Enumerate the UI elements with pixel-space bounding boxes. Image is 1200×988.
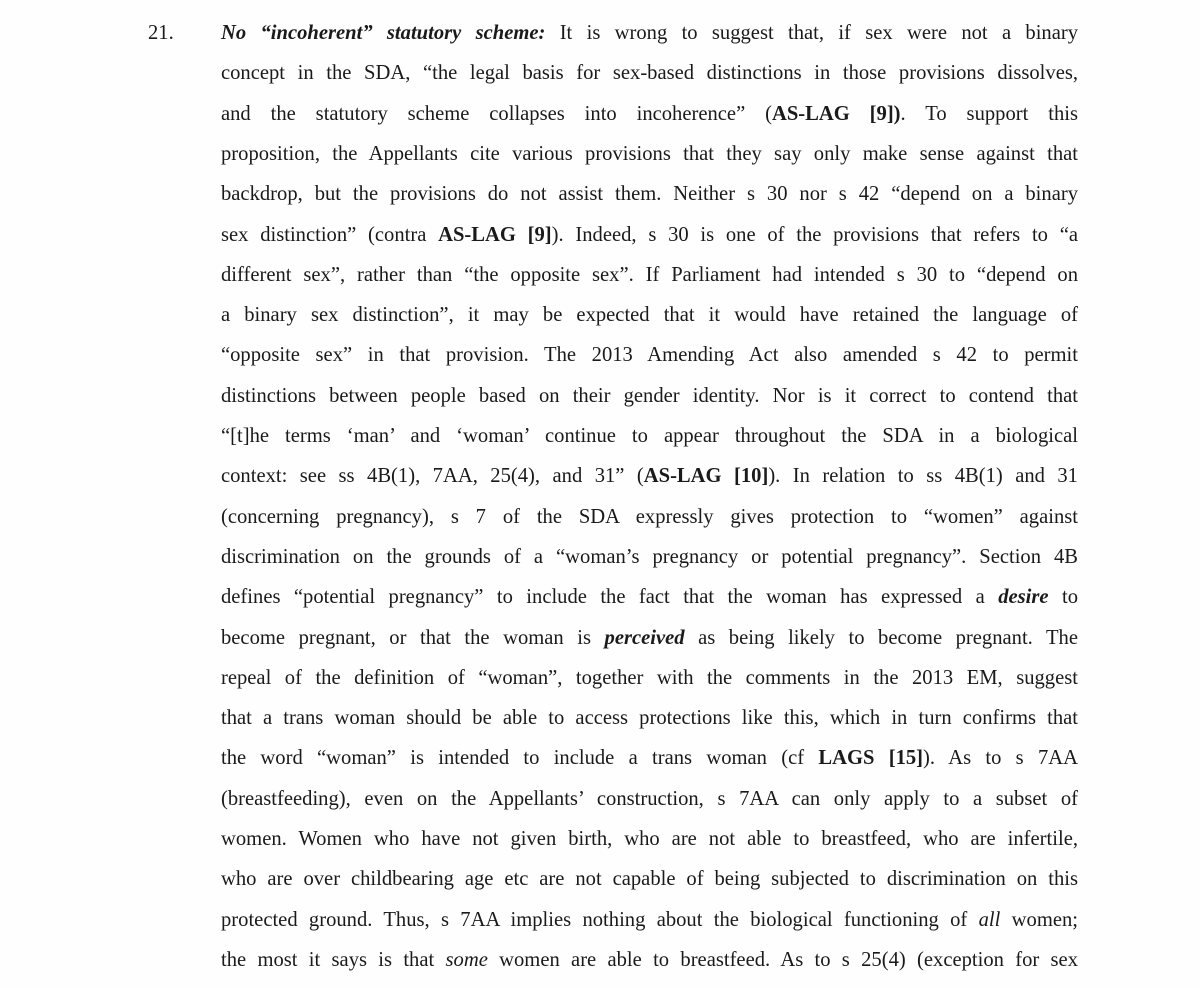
text-run: (breastfeeding), even on the Appellants’ construction, s 7AA can only apply to a subset of xyxy=(221,787,1078,810)
text-run: ). Indeed, s 30 is one of the provisions that refers to “a xyxy=(551,223,1078,246)
emphasis-run: desire xyxy=(998,586,1049,609)
text-run: distinctions between people based on their gender identity. Nor is it correct to contend that xyxy=(221,384,1078,407)
text-run: the word “woman” is intended to include a trans woman (cf xyxy=(221,747,819,770)
emphasis-run: AS-LAG [9]) xyxy=(771,102,901,125)
text-line xyxy=(221,618,1078,658)
text-line xyxy=(221,698,1078,738)
emphasis-run: AS-LAG [10] xyxy=(643,465,769,488)
text-run: “[t]he terms ‘man’ and ‘woman’ continue to appear throughout the SDA in a biological xyxy=(221,425,1078,447)
text-line xyxy=(221,900,1078,940)
text-run: become pregnant, or that the woman is xyxy=(221,626,605,649)
text-run: repeal of the definition of “woman”, together with the comments in the 2013 EM, suggest xyxy=(221,666,1078,689)
text-line xyxy=(221,255,1078,295)
text-line xyxy=(221,940,1078,980)
text-line xyxy=(221,376,1078,416)
text-line xyxy=(221,416,1078,456)
text-line xyxy=(221,577,1078,617)
text-line xyxy=(221,13,1078,53)
text-run: the most it says is that xyxy=(221,948,446,971)
text-run: to xyxy=(1048,586,1079,609)
emphasis-run: AS-LAG [9] xyxy=(438,223,552,246)
text-line xyxy=(221,537,1078,577)
text-line xyxy=(221,215,1078,255)
text-run: and the statutory scheme collapses into incoherence” ( xyxy=(221,102,772,125)
text-run: backdrop, but the provisions do not assist them. Neither s 30 nor s 42 “depend on a binary xyxy=(221,183,1078,206)
text-line xyxy=(221,53,1078,93)
text-run: (concerning pregnancy), s 7 of the SDA expressly gives protection to “women” against xyxy=(221,505,1078,528)
text-line xyxy=(221,497,1078,537)
text-run: who are over childbearing age etc are not capable of being subjected to discrimination on this xyxy=(221,868,1078,891)
text-run: as being likely to become pregnant. The xyxy=(684,626,1078,649)
text-line xyxy=(221,94,1078,134)
text-line xyxy=(221,779,1078,819)
text-run: different sex”, rather than “the opposite sex”. If Parliament had intended s 30 to “depend on xyxy=(221,263,1078,286)
text-run: women. Women who have not given birth, who are not able to breastfeed, who are infertile, xyxy=(221,828,1078,850)
text-run: . To support this xyxy=(900,102,1078,125)
text-line xyxy=(221,658,1078,698)
text-line xyxy=(221,134,1078,174)
text-run: proposition, the Appellants cite various provisions that they say only make sense against that xyxy=(221,142,1078,165)
emphasis-run: some xyxy=(445,948,488,971)
text-line xyxy=(221,738,1078,778)
text-run: protected ground. Thus, s 7AA implies nothing about the biological functioning of xyxy=(221,908,979,931)
text-line xyxy=(221,859,1078,899)
text-run: a binary sex distinction”, it may be expected that it would have retained the language of xyxy=(221,304,1078,327)
text-run: discrimination on the grounds of a “woman’s pregnancy or potential pregnancy”. Section 4B xyxy=(221,545,1078,568)
text-line xyxy=(221,456,1078,496)
text-run: It is wrong to suggest that, if sex were not a binary xyxy=(545,22,1079,44)
text-run: ). As to s 7AA xyxy=(923,747,1078,770)
text-run: concept in the SDA, “the legal basis for sex-based distinctions in those provisions dissolves, xyxy=(221,62,1078,85)
text-run: that a trans woman should be able to access protections like this, which in turn confirms that xyxy=(221,707,1078,730)
text-run: “opposite sex” in that provision. The 2013 Amending Act also amended s 42 to permit xyxy=(221,344,1078,367)
emphasis-run: perceived xyxy=(604,626,685,649)
text-run: context: see ss 4B(1), 7AA, 25(4), and 31” ( xyxy=(221,465,644,488)
text-run: women are able to breastfeed. As to s 25(4) (exception for sex xyxy=(487,948,1078,971)
text-line xyxy=(221,335,1078,375)
text-run: women; xyxy=(1000,908,1078,931)
paragraph-number: 21. xyxy=(148,22,174,44)
emphasis-run: LAGS [15] xyxy=(818,747,924,770)
text-line xyxy=(221,819,1078,859)
text-line xyxy=(221,295,1078,335)
text-run: sex distinction” (contra xyxy=(221,223,439,246)
emphasis-run: all xyxy=(978,908,1001,931)
text-run: ). In relation to ss 4B(1) and 31 xyxy=(768,465,1078,488)
text-line xyxy=(221,174,1078,214)
emphasis-run: No “incoherent” statutory scheme: xyxy=(221,22,546,44)
text-run: defines “potential pregnancy” to include the fact that the woman has expressed a xyxy=(221,586,999,609)
